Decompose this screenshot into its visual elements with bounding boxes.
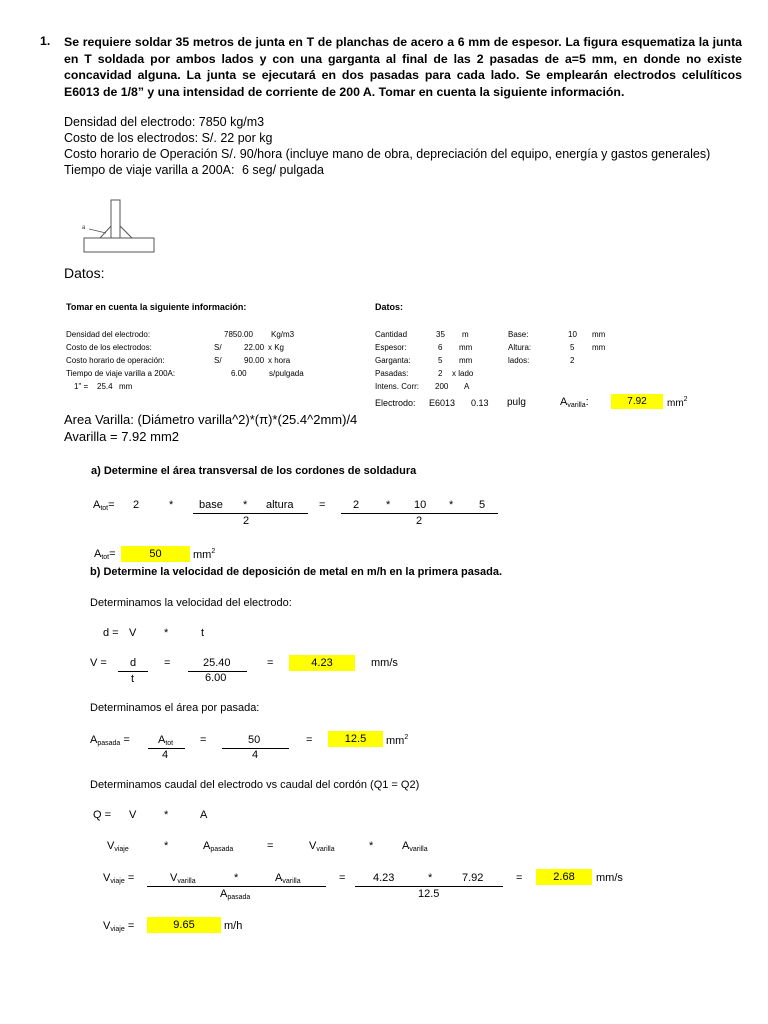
b-eq2-apasada: $A_{pasada}$ — [203, 840, 234, 853]
b-apasada-four: 4 — [162, 749, 169, 761]
table-right-heading: Datos: — [375, 302, 404, 312]
b-final-value: 9.65 — [147, 917, 221, 933]
avarilla-unit: $mm^2$ — [667, 396, 688, 409]
b-eq2-avarilla: $A_{varilla}$ — [402, 840, 428, 853]
datos-val-pasadas: 2 — [438, 369, 443, 378]
b-v-result: 4.23 — [289, 655, 355, 671]
a-times-4: * — [449, 499, 454, 511]
table-unit-cost: x Kg — [268, 343, 285, 352]
b-eq2-vvarilla: $V_{varilla}$ — [309, 840, 335, 853]
a-equals: = — [319, 499, 326, 511]
figure-label-a: a — [82, 225, 86, 231]
b-apasada-unit: $mm^2$ — [386, 734, 409, 747]
b-vviaje-unit: mm/s — [596, 872, 623, 884]
datos-key-espesor: Espesor: — [375, 343, 407, 352]
b-eq3-lhs: $V_{viaje}$ = — [103, 872, 135, 885]
datos-val-cantidad: 35 — [436, 330, 445, 339]
datos-unit-cantidad: m — [462, 330, 469, 339]
b-eq3-fraction-line-2 — [355, 886, 503, 887]
a-atot-lhs: $A_{tot}=$ — [93, 499, 115, 512]
b-eq3-equals-2: = — [516, 872, 523, 884]
b-area-pass-text: Determinamos el área por pasada: — [90, 702, 260, 714]
datos-unit-base: mm — [592, 330, 606, 339]
table-label-travel: Tiempo de viaje varilla a 200A: — [66, 369, 176, 378]
b-v-t: t — [131, 673, 135, 685]
table-cur-cost: S/ — [214, 343, 222, 352]
b-eq3-times-2: * — [428, 872, 433, 884]
b-eq3-apasada: $A_{pasada}$ — [220, 888, 251, 901]
datos-val-diametro: 0.13 — [471, 398, 489, 408]
a-times-2: * — [243, 499, 248, 511]
datos-unit-pulg: pulg — [507, 397, 526, 408]
b-vviaje-result: 2.68 — [536, 869, 592, 885]
b-q-A: A — [200, 809, 208, 821]
datos-key-lados: lados: — [508, 356, 530, 365]
b-eq2-vviaje: $V_{viaje}$ — [107, 840, 129, 853]
table-left-heading: Tomar en cuenta la siguiente información: — [66, 302, 247, 312]
b-v-num: 25.40 — [203, 657, 231, 669]
table-cur-hourly: S/ — [214, 356, 222, 365]
a-fraction-line-1 — [193, 513, 308, 514]
datos-unit-intensidad: A — [464, 382, 470, 391]
table-label-cost: Costo de los electrodos: — [66, 343, 152, 352]
table-val-travel: 6.00 — [231, 369, 247, 378]
table-val-density: 7850.00 — [224, 330, 253, 339]
a-result-value: 50 — [121, 546, 190, 562]
area-varilla-formula: Area Varilla: (Diámetro varilla^2)*(π)*(25.4^2mm)/4 — [64, 412, 358, 427]
b-apasada-lhs: $A_{pasada}$ = — [90, 734, 130, 747]
b-v-fraction-line-1 — [118, 671, 148, 672]
b-electrode-speed-text: Determinamos la velocidad del electrodo: — [90, 597, 292, 609]
part-b-heading: b) Determine la velocidad de deposición de metal en m/h en la primera pasada. — [90, 566, 503, 578]
b-eq3-times-1: * — [234, 872, 239, 884]
a-num-5: 5 — [479, 499, 486, 511]
b-eq3-den: 12.5 — [418, 888, 440, 900]
b-eq3-num-2: 7.92 — [462, 872, 484, 884]
b-d-eq: d = — [103, 627, 119, 639]
datos-val-intensidad: 200 — [435, 382, 449, 391]
b-d-V: V — [129, 627, 137, 639]
a-fraction-line-2 — [341, 513, 498, 514]
b-apasada-atot: $A_{tot}$ — [158, 734, 174, 747]
datos-key-altura: Altura: — [508, 343, 532, 352]
b-q-V: V — [129, 809, 137, 821]
b-flow-text: Determinamos caudal del electrodo vs caudal del cordón (Q1 = Q2) — [90, 779, 420, 791]
table-unit-density: Kg/m3 — [271, 330, 295, 339]
b-apasada-equals-1: = — [200, 734, 207, 746]
datos-key-base: Base: — [508, 330, 529, 339]
b-v-d: d — [130, 657, 137, 669]
datos-key-intensidad: Intens. Corr: — [375, 382, 420, 391]
b-apasada-fifty: 50 — [248, 734, 261, 746]
a-result-unit: $mm^2$ — [193, 548, 216, 561]
table-val-cost: 22.00 — [244, 343, 265, 352]
datos-unit-altura: mm — [592, 343, 606, 352]
a-denominator-2: 2 — [416, 515, 423, 527]
table-val-hourly: 90.00 — [244, 356, 265, 365]
datos-unit-espesor: mm — [459, 343, 473, 352]
b-apasada-result: 12.5 — [328, 731, 383, 747]
given-travel-value: 6 seg/ pulgada — [242, 163, 325, 177]
a-denominator-1: 2 — [243, 515, 250, 527]
datos-val-lados: 2 — [570, 356, 575, 365]
given-cost: Costo de los electrodos: S/. 22 por kg — [64, 131, 273, 145]
b-v-equals-1: = — [164, 657, 171, 669]
t-joint-figure — [80, 198, 160, 258]
datos-val-garganta: 5 — [438, 356, 443, 365]
problem-statement: Se requiere soldar 35 metros de junta en T de planchas de acero a 6 mm de espesor. La figura esquematiza la junta en T soldada por ambos lados y con una garganta al final de las 2 pasadas de a=5 mm, en donde no existe concavidad alguna. La junta se ejecutará en dos pasadas para cada lado. Se emplearán electrodos celulíticos E6013 de 1/8” y una intensidad de corriente de 200 A. Tomar en cuenta la siguiente información. — [64, 35, 742, 99]
table-inch-value: 25.4 — [97, 382, 113, 391]
b-q-times: * — [164, 809, 169, 821]
b-q-eq: Q = — [93, 809, 112, 821]
table-label-hourly: Costo horario de operación: — [66, 356, 165, 365]
table-unit-travel: s/pulgada — [269, 369, 304, 378]
b-eq3-equals-1: = — [339, 872, 346, 884]
datos-key-garganta: Garganta: — [375, 356, 411, 365]
b-final-unit: m/h — [224, 920, 243, 932]
b-eq3-avarilla: $A_{varilla}$ — [275, 872, 301, 885]
datos-val-altura: 5 — [570, 343, 575, 352]
a-result-lhs: $A_{tot}=$ — [94, 548, 116, 561]
datos-key-cantidad: Cantidad — [375, 330, 408, 339]
given-density: Densidad del electrodo: 7850 kg/m3 — [64, 115, 265, 129]
b-eq3-vvarilla: $V_{varilla}$ — [170, 872, 196, 885]
b-v-equals-2: = — [267, 657, 274, 669]
b-v-unit: mm/s — [371, 657, 398, 669]
datos-val-base: 10 — [568, 330, 577, 339]
datos-val-espesor: 6 — [438, 343, 443, 352]
b-eq3-fraction-line-1 — [147, 886, 326, 887]
b-final-lhs: $V_{viaje}$ = — [103, 920, 135, 933]
a-times-3: * — [386, 499, 391, 511]
datos-unit-pasadas: x lado — [452, 369, 474, 378]
b-d-t: t — [201, 627, 205, 639]
table-inch-label: 1" = — [74, 382, 89, 391]
a-altura: altura — [266, 499, 294, 511]
problem-number: 1. — [40, 34, 51, 48]
a-base: base — [199, 499, 223, 511]
table-unit-hourly: x hora — [268, 356, 291, 365]
part-a-heading: a) Determine el área transversal de los cordones de soldadura — [91, 465, 417, 477]
a-num-2: 2 — [353, 499, 360, 511]
b-apasada-equals-2: = — [306, 734, 313, 746]
b-eq2-times-2: * — [369, 840, 374, 852]
a-times-1: * — [169, 499, 174, 511]
given-hourly: Costo horario de Operación S/. 90/hora (incluye mano de obra, depreciación del equipo, energía y gastos generales) — [64, 147, 711, 161]
area-varilla-result: Avarilla = 7.92 mm2 — [64, 429, 180, 444]
given-travel: Tiempo de viaje varilla a 200A: — [64, 163, 235, 177]
b-v-eq: V = — [90, 657, 107, 669]
avarilla-label: $A_{varilla}$: — [560, 396, 589, 409]
b-apasada-four-2: 4 — [252, 749, 259, 761]
datos-unit-garganta: mm — [459, 356, 473, 365]
b-d-times: * — [164, 627, 169, 639]
b-v-den: 6.00 — [205, 672, 227, 684]
datos-val-electrodo: E6013 — [429, 398, 456, 408]
table-label-density: Densidad del electrodo: — [66, 330, 151, 339]
a-factor-two: 2 — [133, 499, 140, 511]
datos-key-electrodo: Electrodo: — [375, 398, 416, 408]
avarilla-value: 7.92 — [611, 394, 663, 409]
a-num-10: 10 — [414, 499, 427, 511]
datos-key-pasadas: Pasadas: — [375, 369, 409, 378]
datos-heading: Datos: — [64, 265, 105, 281]
table-inch-unit: mm — [119, 382, 133, 391]
b-eq3-num-1: 4.23 — [373, 872, 395, 884]
b-eq2-equals: = — [267, 840, 274, 852]
b-eq2-times-1: * — [164, 840, 169, 852]
